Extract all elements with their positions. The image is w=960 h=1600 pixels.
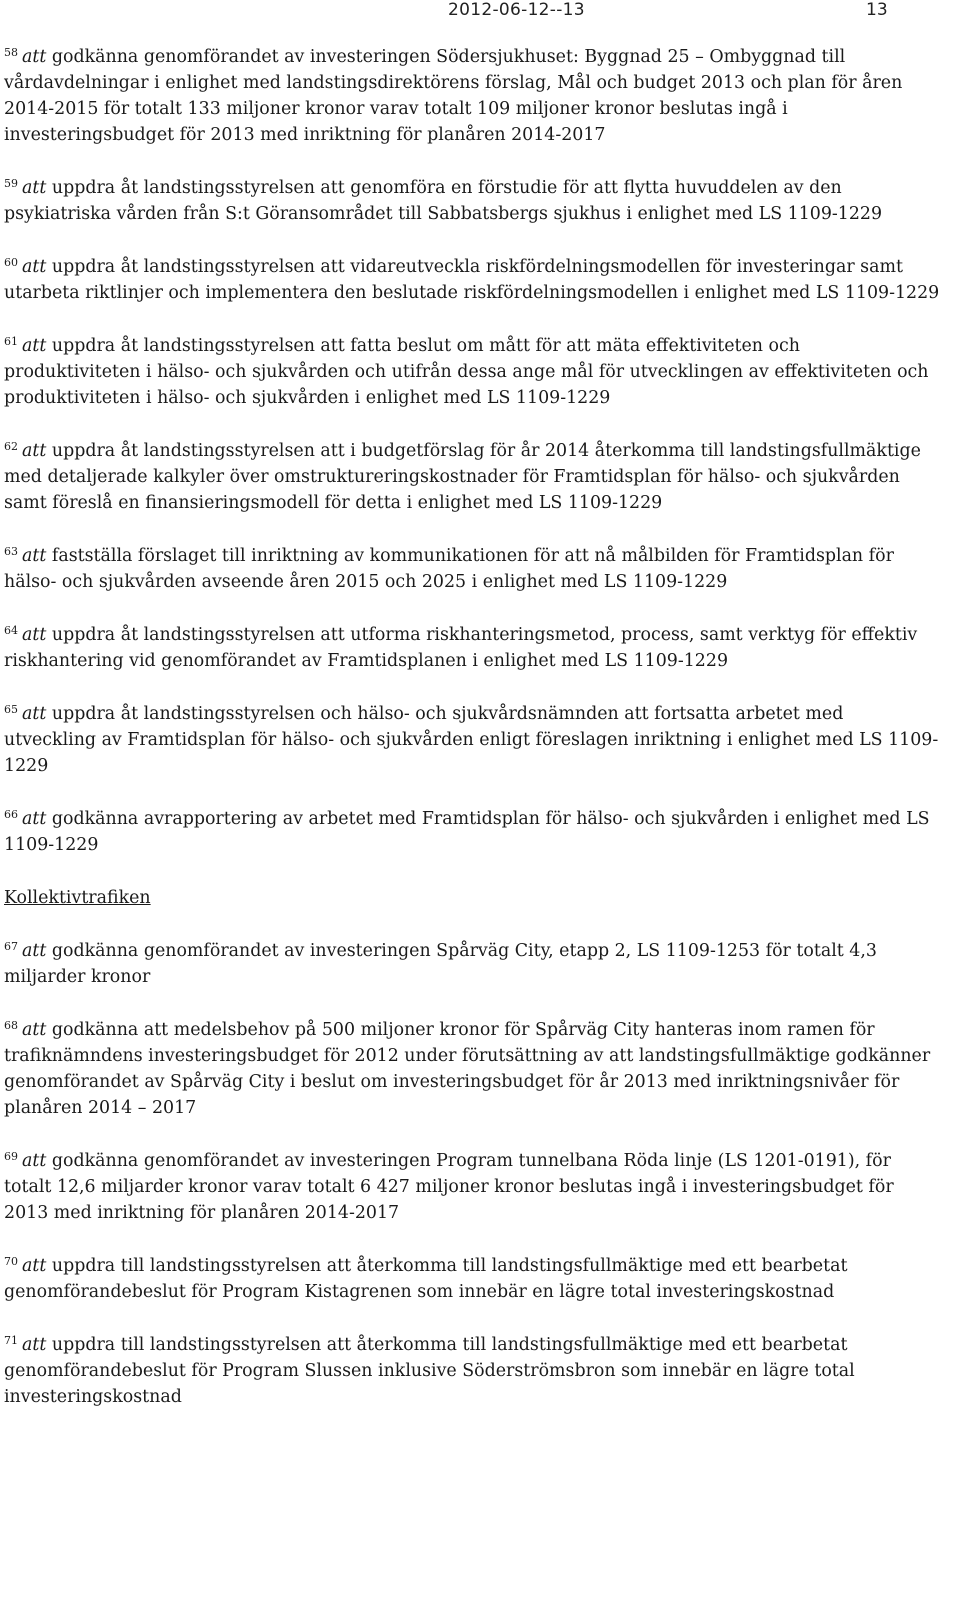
att-keyword: att [22, 625, 47, 645]
item-number: 70 [4, 1255, 18, 1268]
item-text: uppdra åt landstingsstyrelsen att fatta beslut om mått för att mäta effektiviteten och produktiviteten i hälso- och sjukvården och utifrån dessa ange mål för utvecklingen av effektiviteten och produktiviteten i hälso- och sjukvården i enlighet med LS 1109-1229 [4, 336, 929, 408]
att-keyword: att [22, 1151, 47, 1171]
item-text: uppdra åt landstingsstyrelsen att genomföra en förstudie för att flytta huvuddelen av den psykiatriska vården från S:t Göransområdet till Sabbatsbergs sjukhus i enlighet med LS 1109-1229 [4, 178, 883, 224]
item-text: uppdra till landstingsstyrelsen att återkomma till landstingsfullmäktige med ett bearbetat genomförandebeslut för Program Slussen inklusive Söderströmsbron som innebär en lägre total investeringskostnad [4, 1335, 855, 1407]
att-keyword: att [22, 336, 47, 356]
page-header [0, 0, 960, 26]
item-number: 63 [4, 545, 18, 558]
item-text: uppdra åt landstingsstyrelsen och hälso- och sjukvårdsnämnden att fortsatta arbetet med utveckling av Framtidsplan för hälso- och sjukvården enligt föreslagen inriktning i enlighet med LS 1109-1229 [4, 704, 939, 776]
att-keyword: att [22, 441, 47, 461]
item-number: 60 [4, 256, 18, 269]
item-text: uppdra åt landstingsstyrelsen att vidareutveckla riskfördelningsmodellen för investeringar samt utarbeta riktlinjer och implementera den beslutade riskfördelningsmodellen i enlighet med LS 1109-1229 [4, 257, 940, 303]
item-number: 67 [4, 940, 18, 953]
decision-item-63 [4, 543, 940, 595]
att-keyword: att [22, 1256, 47, 1276]
att-keyword: att [22, 704, 47, 724]
decision-item-59 [4, 175, 940, 227]
att-keyword: att [22, 257, 47, 277]
item-number: 64 [4, 624, 18, 637]
page-number: 13 [866, 0, 888, 20]
document-body [4, 44, 940, 1437]
decision-item-67 [4, 938, 940, 990]
att-keyword: att [22, 941, 47, 961]
header-date: 2012-06-12--13 [448, 0, 585, 20]
decision-item-70 [4, 1253, 940, 1305]
item-number: 71 [4, 1334, 18, 1347]
item-text: godkänna avrapportering av arbetet med Framtidsplan för hälso- och sjukvården i enlighet med LS 1109-1229 [4, 809, 930, 855]
decision-item-68 [4, 1017, 940, 1121]
att-keyword: att [22, 809, 47, 829]
decision-item-58 [4, 44, 940, 148]
item-text: godkänna att medelsbehov på 500 miljoner kronor för Spårväg City hanteras inom ramen för trafiknämndens investeringsbudget för 2012 under förutsättning av att landstingsfullmäktige godkänner genomförandet av Spårväg City i beslut om investeringsbudget för år 2013 med inriktningsnivåer för planåren 2014 – 2017 [4, 1020, 931, 1118]
item-text: uppdra till landstingsstyrelsen att återkomma till landstingsfullmäktige med ett bearbetat genomförandebeslut för Program Kistagrenen som innebär en lägre total investeringskostnad [4, 1256, 848, 1302]
item-number: 68 [4, 1019, 18, 1032]
att-keyword: att [22, 47, 47, 67]
item-text: godkänna genomförandet av investeringen Södersjukhuset: Byggnad 25 – Ombyggnad till vårdavdelningar i enlighet med landstingsdirektörens förslag, Mål och budget 2013 och plan för åren 2014-2015 för totalt 133 miljoner kronor varav totalt 109 miljoner kronor beslutas ingå i investeringsbudget för 2013 med inriktning för planåren 2014-2017 [4, 47, 903, 145]
decision-item-65 [4, 701, 940, 779]
att-keyword: att [22, 178, 47, 198]
item-number: 66 [4, 808, 18, 821]
decision-item-61 [4, 333, 940, 411]
item-number: 61 [4, 335, 18, 348]
att-keyword: att [22, 546, 47, 566]
item-text: uppdra åt landstingsstyrelsen att utforma riskhanteringsmetod, process, samt verktyg för effektiv riskhantering vid genomförandet av Framtidsplanen i enlighet med LS 1109-1229 [4, 625, 918, 671]
decision-item-62 [4, 438, 940, 516]
section-heading: Kollektivtrafiken [4, 888, 151, 908]
att-keyword: att [22, 1335, 47, 1355]
decision-item-71 [4, 1332, 940, 1410]
decision-item-64 [4, 622, 940, 674]
item-number: 59 [4, 177, 18, 190]
item-text: fastställa förslaget till inriktning av kommunikationen för att nå målbilden för Framtidsplan för hälso- och sjukvården avseende åren 2015 och 2025 i enlighet med LS 1109-1229 [4, 546, 894, 592]
item-text: uppdra åt landstingsstyrelsen att i budgetförslag för år 2014 återkomma till landstingsfullmäktige med detaljerade kalkyler över omstruktureringskostnader för Framtidsplan för hälso- och sjukvården samt föreslå en finansieringsmodell för detta i enlighet med LS 1109-1229 [4, 441, 921, 513]
item-text: godkänna genomförandet av investeringen Spårväg City, etapp 2, LS 1109-1253 för totalt 4,3 miljarder kronor [4, 941, 877, 987]
att-keyword: att [22, 1020, 47, 1040]
item-number: 58 [4, 46, 18, 59]
item-text: godkänna genomförandet av investeringen Program tunnelbana Röda linje (LS 1201-0191), för totalt 12,6 miljarder kronor varav totalt 6 427 miljoner kronor beslutas ingå i investeringsbudget för 2013 med inriktning för planåren 2014-2017 [4, 1151, 894, 1223]
decision-item-69 [4, 1148, 940, 1226]
item-number: 69 [4, 1150, 18, 1163]
decision-item-60 [4, 254, 940, 306]
item-number: 65 [4, 703, 18, 716]
item-number: 62 [4, 440, 18, 453]
decision-item-66 [4, 806, 940, 858]
